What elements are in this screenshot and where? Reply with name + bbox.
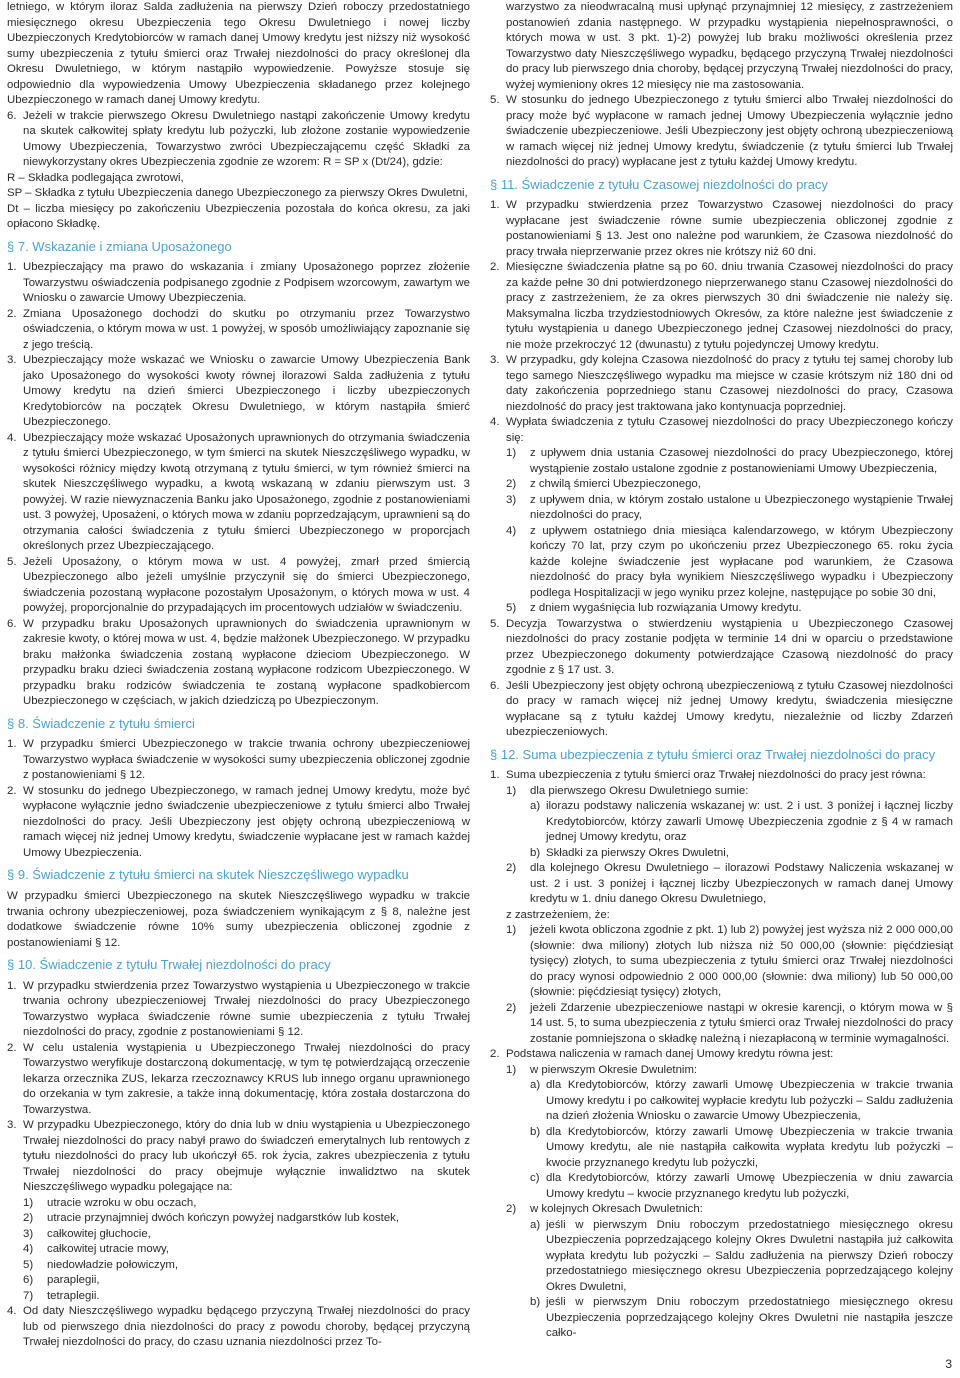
- list-item: 6. W przypadku braku Uposażonych uprawnionych do świadczenia uprawnionym w zakresie kwoty, o której mowa w ust. 4, będzie małżonek Ubezpieczonego. W przypadku braku małżonka świadczenia zostaną wypłacone dzieciom Ubezpieczonego. W przypadku braku dzieci świadczenia zostaną wypłacone rodzicom Ubezpieczonego. W przypadku braku rodziców świadczenia te zostaną wypłacone spadkobiercom Ubezpieczonego w częściach, w jakich dziedziczą po Ubezpieczonym.: [7, 617, 470, 708]
- section-heading-10: § 10. Świadczenie z tytułu Trwałej niezdolności do pracy: [7, 957, 331, 973]
- sub-sub-list-item: b) Składki za pierwszy Okres Dwuletni,: [530, 846, 729, 859]
- list-item: 5. Decyzja Towarzystwa o stwierdzeniu wystąpienia u Ubezpieczonego Czasowej niezdolności do pracy zostanie podjęta w terminie 14 dni w oparciu o przedstawione przez Ubezpieczonego dokumenty potwierdzające Czasową niezdolność do pracy zgodnie z § 17 ust. 3.: [490, 617, 953, 677]
- sub-list-item: 4) z upływem ostatniego dnia miesiąca kalendarzowego, w którym Ubezpieczony kończy 70 lat, przy czym po ukończeniu przez Ubezpieczonego 65. roku życia każde kolejne świadczenie jest wypłacane pod warunkiem, że Czasowa niezdolność do pracy była wynikiem Nieszczęśliwego wypadku i Ubezpieczony podlega Hospitalizacji w jego wyniku przez kolejne, następujące po sobie 30 dni,: [506, 524, 953, 599]
- list-item: 1. W przypadku śmierci Ubezpieczonego w trakcie trwania ochrony ubezpieczeniowej Towarzystwo wypłaca świadczenie w wysokości sumy ubezpieczenia obliczonej zgodnie z postanowieniami § 12.: [7, 738, 470, 782]
- formula-def-r: R – Składka podlegająca zwrotowi,: [7, 171, 184, 184]
- section-heading-12: § 12. Suma ubezpieczenia z tytułu śmierci oraz Trwałej niezdolności do pracy: [490, 746, 936, 762]
- list-item: 1. Suma ubezpieczenia z tytułu śmierci oraz Trwałej niezdolności do pracy jest równa:: [490, 769, 926, 782]
- sub-list-item: 2) jeżeli Zdarzenie ubezpieczeniowe nastąpi w okresie karencji, o którym mowa w § 14 ust. 5, to suma ubezpieczenia z tytułu śmierci oraz Trwałej niezdolności do pracy zostanie pomniejszona o składkę należną i niezapłaconą w terminie wymagalności.: [506, 1001, 953, 1045]
- right-column: [490, 0, 953, 1342]
- sub-sub-list-item: a) dla Kredytobiorców, którzy zawarli Umowę Ubezpieczenia w trakcie trwania Umowy kredytu i po całkowitej wypłacie kredytu lub pożyczki – Saldu zadłużenia na dzień złożenia Wniosku o zawarcie Umowy Ubezpieczenia,: [530, 1079, 953, 1123]
- list-item: 2. W celu ustalenia wystąpienia u Ubezpieczonego Trwałej niezdolności do pracy Towarzystwo weryfikuje dostarczoną dokumentację, w tym tę potwierdzającą orzeczenie lekarza orzecznika ZUS, lekarza rzeczoznawcy KRUS lub innego organu uprawnionego do orzekania w tym zakresie, a także inną dokumentację, która została dostarczona do Towarzystwa.: [7, 1041, 470, 1116]
- sub-sub-list-item: a) jeśli w pierwszym Dniu roboczym przedostatniego miesięcznego okresu Ubezpieczenia poprzedzającego kolejny Okres Dwuletni nastąpiła już całkowita wypłata kredytu lub pożyczki – Saldu zadłużenia na pierwszy Dzień roboczy przedostatniego miesięcznego okresu Ubezpieczenia poprzedzającego kolejny Okres Dwuletni,: [530, 1218, 953, 1293]
- sub-list-item: 2) dla kolejnego Okresu Dwuletniego – ilorazowi Podstawy Naliczenia wskazanej w ust. 2 i ust. 3 poniżej i łącznej liczby Ubezpieczonych w ramach danej Umowy kredytu w 1. dniu danego Okresu Dwuletniego,: [506, 862, 953, 906]
- continued-list-item: warzystwo za nieodwracalną musi upłynąć przynajmniej 12 miesięcy, z zastrzeżeniem postanowień zdania następnego. W przypadku wystąpienia niepełnosprawności, o których mowa w ust. 3 pkt. 1)-2) powyżej lub braku możliwości określenia przez Towarzystwo daty Nieszczęśliwego wypadku, będącego przyczyną Trwałej niezdolności do pracy lub pierwszego dnia choroby, będącej przyczyną Trwałej niezdolności do pracy, wyżej wymieniony okres 12 miesięcy nie ma zastosowania.: [506, 1, 953, 91]
- formula-def-dt: Dt – liczba miesięcy po zakończeniu Ubezpieczenia pozostała do końca okresu, za jaki opłacono Składkę.: [7, 202, 470, 230]
- section-heading-11: § 11. Świadczenie z tytułu Czasowej niezdolności do pracy: [490, 176, 828, 192]
- sub-list-item: 2) utracie przynajmniej dwóch kończyn powyżej nadgarstków lub kostek,: [23, 1212, 400, 1225]
- list-item: 5. W stosunku do jednego Ubezpieczonego z tytułu śmierci albo Trwałej niezdolności do pracy może być wypłacone w ramach jednej Umowy Ubezpieczenia wyłącznie jedno świadczenie ubezpieczeniowe. Jeśli Ubezpieczony jest objęty ochroną ubezpieczeniową w ramach więcej niż jednej Umowy kredytu, świadczenie (z tytułu śmierci lub Trwałej niezdolności do pracy) wypłacane jest z tytułu każdej Umowy kredytu.: [490, 94, 953, 168]
- list-item: 1. Ubezpieczający ma prawo do wskazania i zmiany Uposażonego poprzez złożenie Towarzystwu oświadczenia podpisanego zgodnie z Podpisem wzorcowym, zawartym we Wniosku o zawarcie Umowy Ubezpieczenia.: [7, 261, 470, 305]
- section-9-text: W przypadku śmierci Ubezpieczonego na skutek Nieszczęśliwego wypadku w trakcie trwania ochrony ubezpieczeniowej, poza świadczeniem wynikającym z § 8, należne jest dodatkowe świadczenie równe 10% sumy ubezpieczenia obliczonej zgodnie z postanowieniami § 12.: [7, 890, 470, 949]
- sub-list-item: 3) z upływem dnia, w którym zostało ustalone u Ubezpieczonego wystąpienie Trwałej niezdolności do pracy,: [506, 493, 953, 522]
- sub-list-item: 3) całkowitej głuchocie,: [23, 1227, 151, 1240]
- sub-sub-list-item: a) ilorazu podstawy naliczenia wskazanej w: ust. 2 i ust. 3 poniżej i łącznej liczby Kredytobiorców, którzy zawarli Umowę Ubezpieczenia zgodnie z § 4 w ramach jednej Umowy kredytu, oraz: [530, 800, 953, 844]
- sub-list-item: 1) jeżeli kwota obliczona zgodnie z pkt. 1) lub 2) powyżej jest wyższa niż 2 000 000,00 (słownie: dwa miliony) złotych lub niższa niż 50 000,00 (słownie: pięćdziesiąt tysięcy) złotych, to suma ubezpieczenia z tytułu śmierci oraz Trwałej niezdolności do pracy wynosi odpowiednio 2 000 000,00 (słownie: dwa miliony) lub 50 000,00 (słownie: pięćdziesiąt tysięcy) złotych,: [506, 924, 953, 999]
- page-number: 3: [945, 1356, 952, 1371]
- list-item: 3. W przypadku Ubezpieczonego, który do dnia lub w dniu wystąpienia u Ubezpieczonego Trwałej niezdolności do pracy nabył prawo do świadczeń emerytalnych lub rentowych z tytułu niezdolności do pracy lub ukończył 65. rok życia, zakres ubezpieczenia z tytułu Trwałej niezdolności do pracy obejmuje wyłącznie inwalidztwo na skutek Nieszczęśliwego wypadku polegające na:: [7, 1119, 470, 1194]
- section-heading-9: § 9. Świadczenie z tytułu śmierci na skutek Nieszczęśliwego wypadku: [7, 867, 409, 883]
- sub-list-item: 1) utracie wzroku w obu oczach,: [23, 1196, 197, 1209]
- sub-sub-list-item: b) dla Kredytobiorców, którzy zawarli Umowę Ubezpieczenia w trakcie trwania Umowy kredytu, ale nie nastąpiła całkowita wypłata kredytu lub pożyczki – kwocie przyznanego kredytu lub pożyczki,: [530, 1125, 953, 1169]
- formula-def-sp: SP – Składka z tytułu Ubezpieczenia danego Ubezpieczonego za pierwszy Okres Dwuletni,: [7, 187, 468, 199]
- list-item: 6. Jeśli Ubezpieczony jest objęty ochroną ubezpieczeniową z tytułu Czasowej niezdolności do pracy w ramach więcej niż jednej Umowy kredytu, świadczenia miesięczne wypłacane są z tytułu każdej Umowy kredytu, niezależnie od liczby Zdarzeń ubezpieczeniowych.: [490, 679, 953, 739]
- sub-list-item: 5) niedowładzie połowiczym,: [23, 1258, 179, 1271]
- sub-sub-list-item: b) jeśli w pierwszym Dniu roboczym przedostatniego miesięcznego okresu Ubezpieczenia poprzedzającego kolejny Okres Dwuletni nie nastąpiła jeszcze całko-: [530, 1296, 953, 1340]
- list-item: 1. W przypadku stwierdzenia przez Towarzystwo Czasowej niezdolności do pracy wypłacane jest świadczenie równe sumie ubezpieczenia obliczonej zgodnie z postanowieniami § 13. Jest ono należne pod warunkiem, że Czasowa niezdolność do pracy trwała nieprzerwanie przez okres nie krótszy niż 60 dni.: [490, 199, 953, 258]
- sub-sub-list-item: c) dla Kredytobiorców, którzy zawarli Umowę Ubezpieczenia w dniu zawarcia Umowy kredytu – kwocie przyznanego kredytu lub pożyczki,: [530, 1172, 953, 1200]
- section-heading-8: § 8. Świadczenie z tytułu śmierci: [7, 715, 195, 731]
- sub-list-item: 5) z dniem wygaśnięcia lub rozwiązania Umowy kredytu.: [506, 602, 802, 615]
- sub-list-item: 2) z chwilą śmierci Ubezpieczonego,: [506, 478, 701, 491]
- section-heading-7: § 7. Wskazanie i zmiana Uposażonego: [7, 238, 232, 254]
- list-item: 5. Jeżeli Uposażony, o którym mowa w ust. 4 powyżej, zmarł przed śmiercią Ubezpieczonego albo jeżeli umyślnie przyczynił się do śmierci Ubezpieczonego, świadczenia pozostaną wypłacone pozostałym Uposażonym, o których mowa w ust. 4 powyżej, proporcjonalnie do przypadających im procentowych udziałów w świadczeniu.: [7, 555, 470, 615]
- list-item: 3. W przypadku, gdy kolejna Czasowa niezdolność do pracy z tytułu tej samej choroby lub tego samego Nieszczęśliwego wypadku ma miejsce w czasie krótszym niż 180 dni od daty zakończenia poprzedniego stanu Czasowej niezdolności do pracy, Czasowa niezdolność do pracy jest traktowana jako kontynuacja poprzedniej.: [490, 354, 953, 413]
- list-item: 2. Miesięczne świadczenia płatne są po 60. dniu trwania Czasowej niezdolności do pracy za każde pełne 30 dni potwierdzonego nieprzerwanego stanu Czasowej niezdolności do pracy z zastrzeżeniem, że za okres pierwszych 30 dni świadczenie nie należy się. Maksymalna liczba trzydziestodniowych Okresów, za które należne jest świadczenie z tytułu wystąpienia u danego Ubezpieczonego jednej Czasowej niezdolności do pracy, nie może przekroczyć 12 (dwunastu) z tytułu pojedynczej Umowy kredytu.: [490, 261, 953, 351]
- sub-list-item: 1) w pierwszym Okresie Dwuletnim:: [506, 1063, 698, 1076]
- sub-list-item: 1) z upływem dnia ustania Czasowej niezdolności do pracy Ubezpieczonego, której wystąpienie zostało ustalone zgodnie z postanowieniami Umowy Ubezpieczenia,: [506, 447, 953, 475]
- list-item: 1. W przypadku stwierdzenia przez Towarzystwo wystąpienia u Ubezpieczonego w trakcie trwania ochrony ubezpieczeniowej Trwałej niezdolności do pracy Ubezpieczonego Towarzystwo wypłaca świadczenie równe sumie ubezpieczenia z tytułu Trwałej niezdolności do pracy, zgodnie z postanowieniami § 12.: [7, 979, 470, 1039]
- sub-list-item: 6) paraplegii,: [23, 1274, 100, 1287]
- list-item: 4. Ubezpieczający może wskazać Uposażonych uprawnionych do otrzymania świadczenia z tytułu śmierci Ubezpieczonego, w tym śmierci na skutek Nieszczęśliwego wypadku, w wysokości różnicy między kwotą otrzymaną z tytułu śmierci, w tym również śmierci na skutek Nieszczęśliwego wypadku, a kwotą wskazaną w zdaniu pierwszym ust. 3 powyżej. W razie niewyznaczenia Banku jako Uposażonego, zgodnie z postanowieniami ust. 3 powyżej, Uposażeni, o których mowa w zdaniu poprzedzającym, uprawnieni są do otrzymania całości świadczenia z tytułu śmierci Ubezpieczonego w proporcjach określonych przez Ubezpieczającego.: [7, 431, 470, 553]
- sub-list-item: 4) całkowitej utracie mowy,: [23, 1243, 169, 1256]
- sub-list-item: 2) w kolejnych Okresach Dwuletnich:: [506, 1203, 703, 1216]
- list-item: 6. Jeżeli w trakcie pierwszego Okresu Dwuletniego nastąpi zakończenie Umowy kredytu na skutek całkowitej spłaty kredytu lub pożyczki, lub złożone zostanie wypowiedzenie Umowy Ubezpieczenia, Towarzystwo zwróci Ubezpieczającemu część Składki za niewykorzystany okres Ubezpieczenia zgodnie ze wzorem: R = SP x (Dt/24), gdzie:: [7, 109, 470, 168]
- list-item: 4. Od daty Nieszczęśliwego wypadku będącego przyczyną Trwałej niezdolności do pracy lub od pierwszego dnia niezdolności do pracy z powodu choroby, będącej przyczyną Trwałej niezdolności do pracy, do czasu uznania niezdolności przez To-: [7, 1305, 470, 1349]
- list-item: 4. Wypłata świadczenia z tytułu Czasowej niezdolności do pracy Ubezpieczonego kończy się:: [490, 416, 953, 444]
- list-item: 2. Podstawa naliczenia w ramach danej Umowy kredytu równa jest:: [490, 1048, 834, 1061]
- list-item: 3. Ubezpieczający może wskazać we Wniosku o zawarcie Umowy Ubezpieczenia Bank jako Uposażonego do wysokości kwoty równej ilorazowi Salda zadłużenia z tytułu Umowy kredytu na dzień śmierci Ubezpieczonego i liczby ubezpieczonych Kredytobiorców na początek Okresu Dwuletniego, w którym nastąpiła śmierć Ubezpieczonego.: [7, 354, 470, 429]
- left-column: [7, 0, 470, 1351]
- reservation-line: z zastrzeżeniem, że:: [506, 908, 610, 921]
- list-item: 2. Zmiana Uposażonego dochodzi do skutku po otrzymaniu przez Towarzystwo oświadczenia, o którym mowa w ust. 1 powyżej, w sposób umożliwiający zapoznanie się z jego treścią.: [7, 307, 470, 351]
- list-item: 2. W stosunku do jednego Ubezpieczonego, w ramach jednej Umowy kredytu, może być wypłacone wyłącznie jedno świadczenie ubezpieczeniowe z tytułu śmierci albo Trwałej niezdolności do pracy. Jeśli Ubezpieczony jest objęty ochroną ubezpieczeniową w ramach więcej niż jednej Umowy kredytu, świadczenie wypłacane jest w ramach każdej Umowy Ubezpieczenia.: [7, 784, 470, 859]
- continued-paragraph: letniego, w którym iloraz Salda zadłużenia na pierwszy Dzień roboczy przedostatniego miesięcznego okresu Ubezpieczenia tego Okresu Dwuletniego i nowej liczby Ubezpieczonych Kredytobiorców w ramach danej Umowy kredytu jest niższy niż wysokość sumy ubezpieczenia z tytułu śmierci oraz Trwałej niezdolności do pracy określonej dla Okresu Dwuletniego, w którym nastąpiło wypowiedzenie. Powyższe stosuje się odpowiednio dla wypowiedzenia Umowy Ubezpieczenia składanego przez kolejnego Ubezpieczonego w ramach danej Umowy kredytu.: [7, 1, 470, 106]
- sub-list-item: 7) tetraplegii.: [23, 1289, 100, 1302]
- sub-list-item: 1) dla pierwszego Okresu Dwuletniego sumie:: [506, 784, 749, 797]
